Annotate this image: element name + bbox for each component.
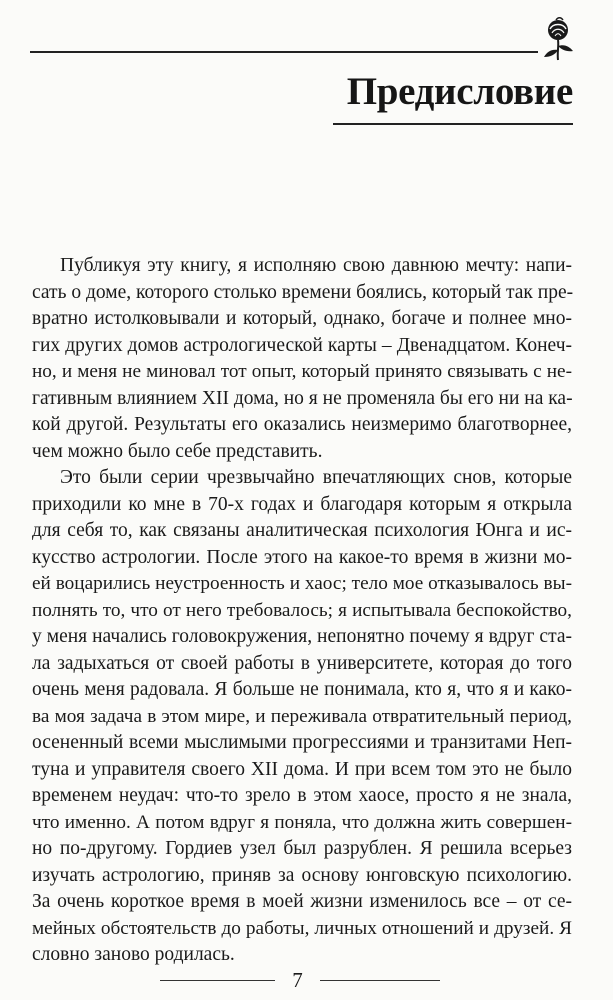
text-line: ей воцарились неустроенность и хаос; тело мое отказывалось вы-	[32, 573, 572, 594]
paragraph-1	[32, 253, 572, 465]
text-line: Это были серии чрезвычайно впечатляющих снов, которые	[60, 467, 572, 488]
text-line: туна и управителя своего XII дома. И при всем том это не было	[32, 758, 572, 780]
text-line: для себя то, как связаны аналитическая психология Юнга и ис-	[32, 520, 572, 541]
paragraph-2	[32, 465, 572, 969]
text-line: За очень короткое время в моей жизни изменилось все – от се-	[32, 891, 572, 912]
text-line: Публикуя эту книгу, я исполняю свою давнюю мечту: напи-	[60, 255, 572, 276]
text-line: вратно истолковывали и который, однако, богаче и полнее мно-	[32, 308, 572, 329]
text-line: полнять то, что от него требовалось; я испытывала беспокойство,	[32, 599, 572, 621]
text-line: кой другой. Результаты его оказались неизмеримо благотворнее,	[32, 414, 572, 435]
text-line: осененный всеми мыслимыми прогрессиями и транзитами Неп-	[32, 732, 572, 753]
page-footer	[160, 966, 440, 994]
footer-rule-right	[320, 980, 440, 981]
text-line: гативным влиянием XII дома, но я не променяла бы его ни на ка-	[32, 387, 573, 409]
header-rule	[30, 51, 538, 53]
text-line: словно заново родилась.	[32, 944, 235, 965]
page-number: 7	[292, 968, 303, 992]
text-line: сать о доме, которого столько времени боялись, который так пре-	[32, 281, 574, 303]
text-line: приходили ко мне в 70-х годах и благодаря которым я открыла	[32, 493, 572, 515]
text-line: чем можно было себе представить.	[32, 440, 323, 462]
text-line: кусство астрологии. После этого на какое-то время в жизни мо-	[32, 546, 572, 568]
text-line: гих других домов астрологической карты – Двенадцатом. Конеч-	[32, 334, 572, 356]
body-text	[32, 253, 572, 969]
chapter-title: Предисловие	[346, 70, 573, 113]
title-rule	[333, 123, 573, 125]
text-line: у меня начались головокружения, непонятно почему я вдруг ста-	[32, 626, 572, 647]
text-line: ва моя задача в этом мире, и переживала отвратительный период,	[32, 705, 572, 727]
text-line: что именно. А потом вдруг я поняла, что должна жить совершен-	[32, 811, 572, 833]
text-line: временем неудач: что-то зрело в этом хаосе, просто я не знала,	[32, 785, 572, 806]
rose-icon	[538, 16, 578, 62]
text-line: очень меня радовала. Я больше не понимала, кто я, что я и како-	[32, 679, 572, 700]
footer-rule-left	[160, 980, 275, 981]
text-line: мейных обстоятельств до работы, личных отношений и друзей. Я	[32, 917, 572, 939]
text-line: но, и меня не миновал тот опыт, который принято связывать с не-	[32, 361, 572, 382]
text-line: но по-другому. Гордиев узел был разрублен. Я решила всерьез	[32, 838, 572, 859]
text-line: ла задыхаться от своей работы в университете, которая до того	[32, 652, 572, 674]
text-line: изучать астрологию, приняв за основу юнговскую психологию.	[32, 864, 572, 886]
